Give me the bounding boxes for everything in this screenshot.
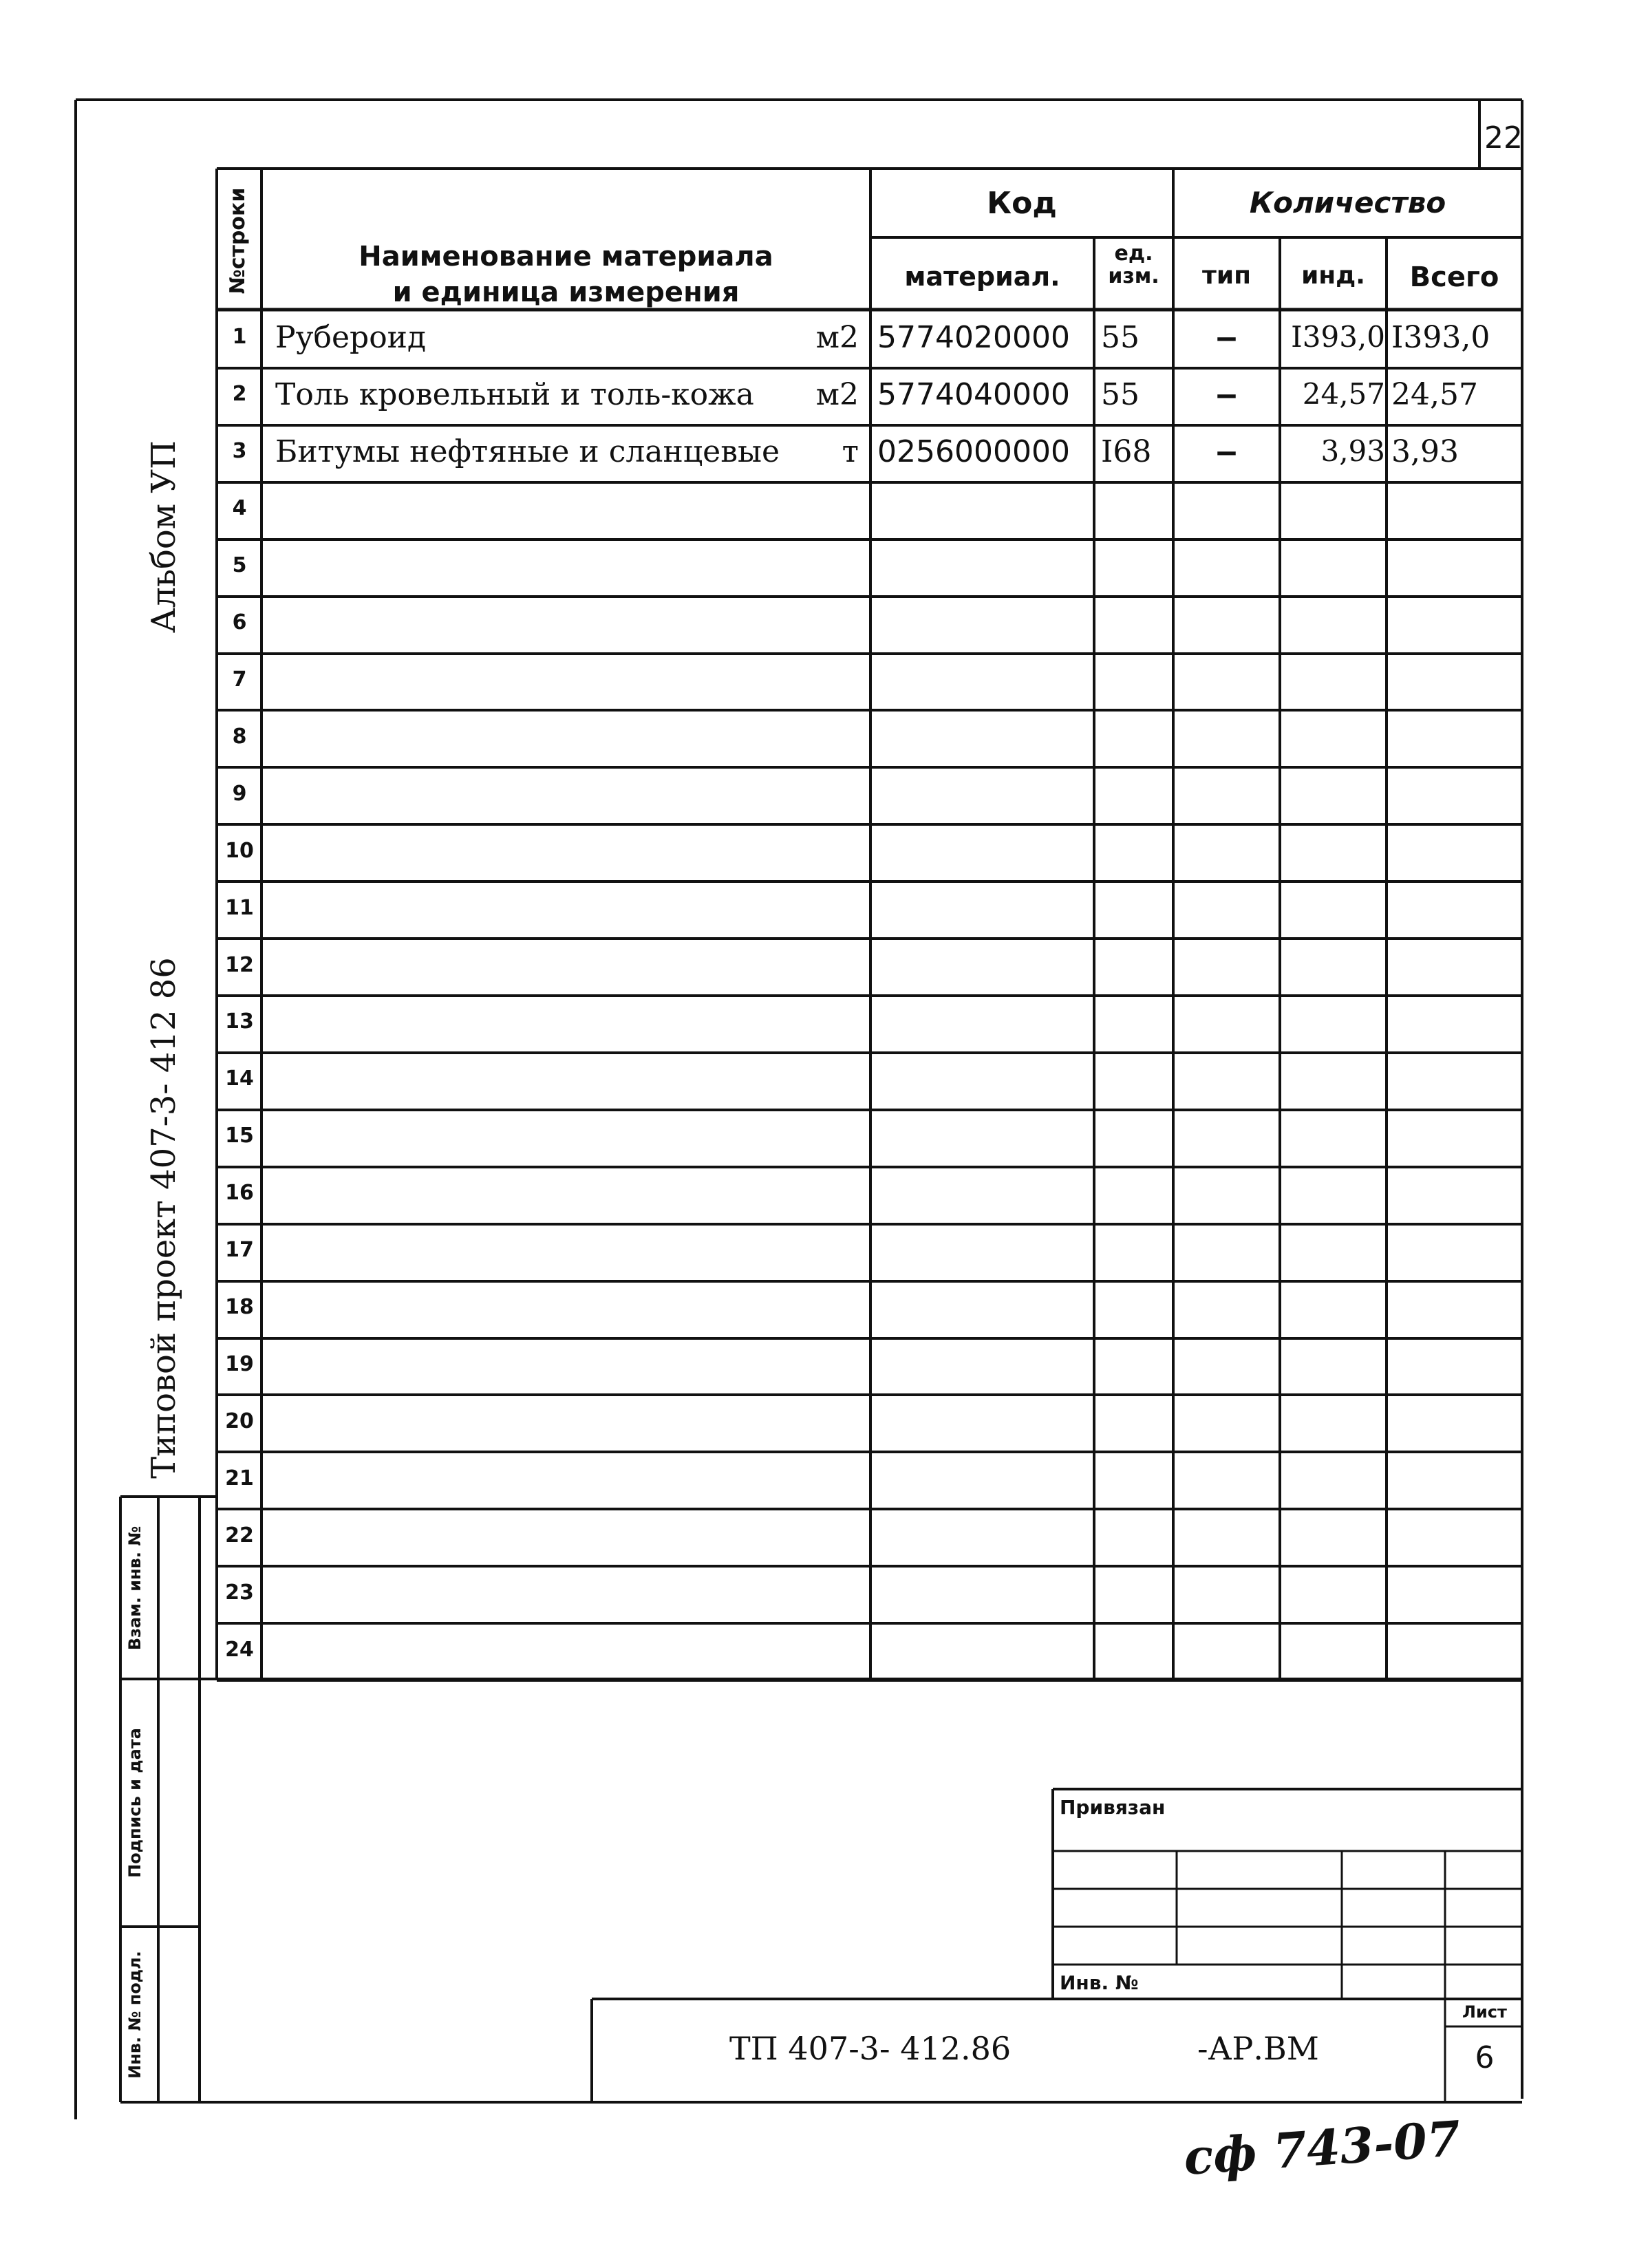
row-number: 23 — [225, 1581, 254, 1605]
table-row — [217, 1280, 1522, 1283]
qty-group-header: Количество — [1249, 186, 1446, 220]
row-number: 7 — [232, 667, 247, 692]
table-row — [217, 1508, 1522, 1510]
code-group-header: Код — [987, 186, 1057, 221]
row-number: 17 — [225, 1238, 254, 1262]
row-number: 14 — [225, 1067, 254, 1091]
inv-orig-label: Инв. № подл. — [125, 1951, 145, 2079]
row-number-header: №строки — [226, 187, 250, 295]
qty-type: – — [1217, 377, 1236, 412]
code-material-header: материал. — [904, 261, 1060, 292]
table-row — [217, 367, 1522, 370]
material-code: 0256000000 — [877, 434, 1070, 469]
material-name-header-text: Наименование материала и единица измерения — [359, 241, 773, 308]
row-number: 3 — [232, 439, 247, 463]
qty-type-header: тип — [1202, 261, 1251, 290]
row-number: 5 — [232, 553, 247, 577]
row-number: 8 — [232, 725, 247, 749]
signature-date-label: Подпись и дата — [125, 1728, 145, 1878]
table-row — [217, 481, 1522, 484]
qty-total: 24,57 — [1391, 377, 1478, 412]
table-row — [217, 1393, 1522, 1396]
qty-ind-header: инд. — [1301, 261, 1365, 290]
row-number: 19 — [225, 1352, 254, 1376]
attached-label: Привязан — [1060, 1796, 1166, 1819]
row-number: 10 — [225, 839, 254, 863]
unit-code: I68 — [1101, 434, 1152, 469]
row-number: 18 — [225, 1295, 254, 1319]
table-row — [217, 937, 1522, 940]
qty-total: I393,0 — [1391, 320, 1490, 355]
qty-total: 3,93 — [1391, 434, 1459, 469]
qty-total-header: Всего — [1409, 261, 1499, 293]
row-number: 9 — [232, 782, 247, 806]
code-unit-header-text: ед. изм. — [1108, 242, 1159, 288]
table-row — [217, 424, 1522, 427]
row-number: 20 — [225, 1409, 254, 1433]
document-code: ТП 407-3- 412.86 — [729, 2030, 1012, 2067]
document-suffix: -АР.ВМ — [1197, 2030, 1319, 2067]
material-code: 5774040000 — [877, 377, 1070, 412]
unit-code: 55 — [1101, 377, 1140, 412]
row-number: 21 — [225, 1466, 254, 1490]
table-row — [217, 994, 1522, 997]
table-row — [217, 1109, 1522, 1111]
material-unit: м2 — [815, 320, 859, 355]
sheet-number: 6 — [1475, 2040, 1495, 2075]
material-name-header — [265, 203, 867, 310]
inv-no-label: Инв. № — [1060, 1971, 1139, 1994]
table-row — [217, 652, 1522, 655]
table-row — [217, 1166, 1522, 1168]
table-row — [217, 1679, 1522, 1682]
album-label: Альбом УП — [145, 440, 183, 633]
table-row — [217, 538, 1522, 541]
row-number: 6 — [232, 610, 247, 634]
qty-ind: 24,57 — [1302, 377, 1385, 411]
row-number: 16 — [225, 1181, 254, 1205]
material-unit: т — [842, 434, 859, 469]
table-row — [217, 880, 1522, 883]
table-row — [217, 1051, 1522, 1054]
row-number: 4 — [232, 496, 247, 520]
table-row — [217, 823, 1522, 826]
project-label: Типовой проект 407-3- 412 86 — [145, 957, 183, 1479]
code-unit-header — [1094, 242, 1173, 288]
table-row — [217, 1565, 1522, 1568]
handwritten-note: сф 743-07 — [1181, 2110, 1463, 2186]
qty-type: – — [1217, 434, 1236, 469]
row-number: 22 — [225, 1523, 254, 1548]
row-number: 11 — [225, 896, 254, 920]
material-code: 5774020000 — [877, 320, 1070, 355]
row-number: 13 — [225, 1009, 254, 1034]
table-row — [217, 1451, 1522, 1453]
sheet-label: Лист — [1462, 2002, 1507, 2022]
table-row — [217, 1337, 1522, 1340]
unit-code: 55 — [1101, 320, 1140, 355]
qty-ind: I393,0 — [1291, 320, 1385, 354]
table-row — [217, 709, 1522, 712]
material-name: Толь кровельный и толь-кожа — [275, 377, 754, 412]
table-row — [217, 1223, 1522, 1226]
qty-type: – — [1217, 320, 1236, 355]
row-number: 2 — [232, 382, 247, 406]
qty-ind: 3,93 — [1320, 434, 1385, 468]
row-number: 12 — [225, 953, 254, 977]
row-number: 24 — [225, 1638, 254, 1662]
table-row — [217, 595, 1522, 598]
inv-replace-label: Взам. инв. № — [125, 1526, 145, 1651]
material-unit: м2 — [815, 377, 859, 412]
row-number: 15 — [225, 1124, 254, 1148]
material-name: Рубероид — [275, 320, 427, 355]
table-row — [217, 1622, 1522, 1625]
table-row — [217, 766, 1522, 769]
row-number: 1 — [232, 325, 247, 349]
material-name: Битумы нефтяные и сланцевые — [275, 434, 780, 469]
page-number: 22 — [1484, 120, 1523, 156]
